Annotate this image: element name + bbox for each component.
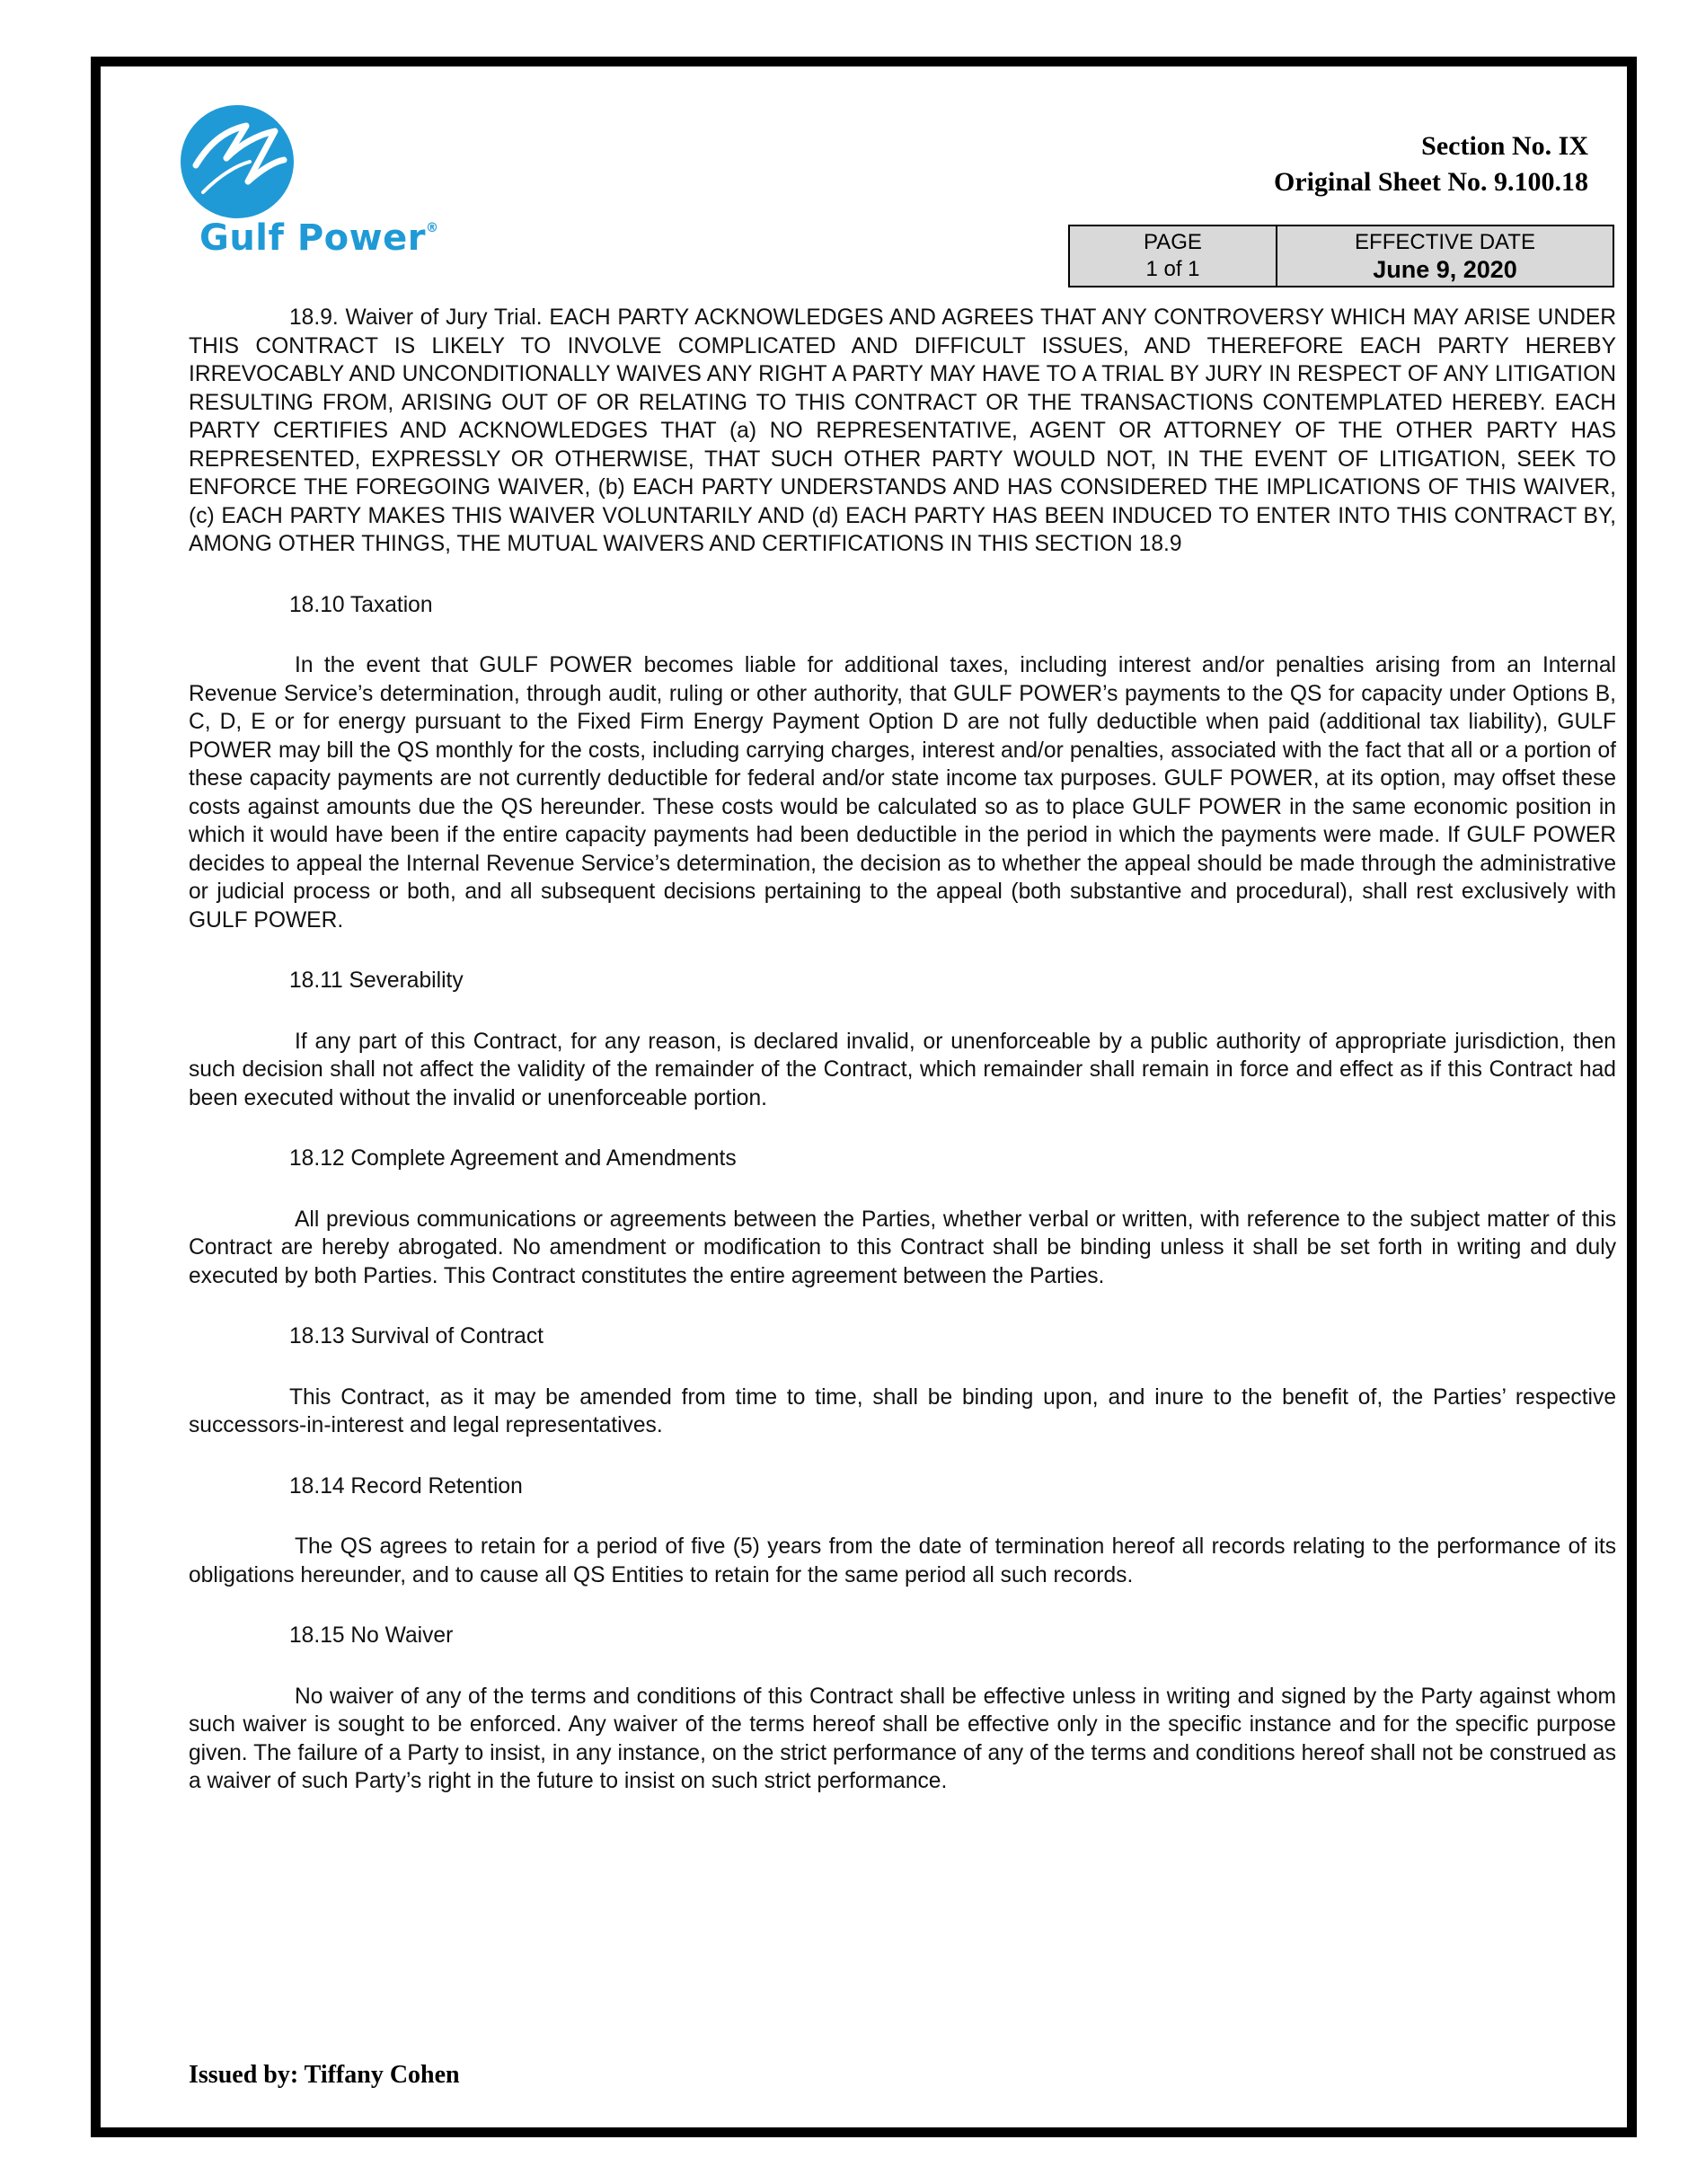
issued-by: Issued by: Tiffany Cohen [189, 2061, 460, 2089]
page-value: 1 of 1 [1145, 257, 1200, 281]
section-body-18-11: If any part of this Contract, for any reason, is declared invalid, or unenforceable by a public authority of appropriate jurisdiction, then such decision shall not affect the validity of the remainder of the Contract, which remainder shall remain in force and effect as if this Contract had been executed without the invalid or unenforceable portion. [189, 1029, 1616, 1110]
effective-date-cell [1277, 225, 1613, 287]
effective-date-label: EFFECTIVE DATE [1355, 230, 1535, 254]
page-cell [1069, 225, 1277, 287]
section-heading-18-13: 18.13 Survival of Contract [289, 1324, 544, 1348]
page-effective-table [1068, 225, 1614, 287]
section-body-18-10: In the event that GULF POWER becomes liable for additional taxes, including interest and/or penalties arising from an Internal Revenue Service’s determination, through audit, ruling or other authority, that GULF POWER’s payments to the QS for capacity under Options B, C, D, E or for energy pursuant to the Fixed Firm Energy Payment Option D are not fully deductible when paid (additional tax liability), GULF POWER may bill the QS monthly for the costs, including carrying charges, interest and/or penalties, associated with the fact that all or a portion of these capacity payments are not currently deductible for federal and/or state income tax purposes. GULF POWER, at its option, may offset these costs against amounts due the QS hereunder. These costs would be calculated so as to place GULF POWER in the same economic position in which it would have been if the entire capacity payments had been deductible in the period in which the payments were made. If GULF POWER decides to appeal the Internal Revenue Service’s determination, the decision as to whether the appeal should be made through the administrative or judicial process or both, and all subsequent decisions pertaining to the appeal (both substantive and procedural), shall rest exclusively with GULF POWER. [189, 653, 1616, 933]
document-body [189, 304, 1616, 1828]
section-heading-18-14: 18.14 Record Retention [289, 1473, 523, 1499]
section-body-18-13: This Contract, as it may be amended from time to time, shall be binding upon, and inure to the benefit of, the Parties’ respective successors-in-interest and legal representatives. [189, 1384, 1616, 1437]
page-frame [91, 57, 1637, 2137]
section-heading-18-11: 18.11 Severability [289, 968, 464, 993]
section-heading-18-10: 18.10 Taxation [289, 592, 433, 617]
section-body-18-12: All previous communications or agreements between the Parties, whether verbal or written, with reference to the subject matter of this Contract are hereby abrogated. No amendment or modification to this Contract shall be binding unless it shall be set forth in writing and duly executed by both Parties. This Contract constitutes the entire agreement between the Parties. [189, 1207, 1616, 1288]
section-heading-18-15: 18.15 No Waiver [289, 1623, 454, 1648]
effective-date-value: June 9, 2020 [1373, 256, 1517, 283]
section-body-18-15: No waiver of any of the terms and conditions of this Contract shall be effective unless in writing and signed by the Party against whom such waiver is sought to be enforced. Any waiver of the terms hereof shall be effective only in the specific instance and for the specific purpose given. The failure of a Party to insist, in any instance, on the strict performance of any of the terms and conditions hereof shall not be construed as a waiver of such Party’s right in the future to insist on such strict performance. [189, 1684, 1616, 1793]
page-label: PAGE [1144, 230, 1202, 254]
section-heading-18-12: 18.12 Complete Agreement and Amendments [289, 1146, 737, 1171]
brand-name: Gulf Power® [199, 217, 439, 259]
sheet-number: Original Sheet No. 9.100.18 [1274, 167, 1588, 197]
section-18-9: 18.9. Waiver of Jury Trial. EACH PARTY ACKNOWLEDGES AND AGREES THAT ANY CONTROVERSY WHICH MAY ARISE UNDER THIS CONTRACT IS LIKELY TO INVOLVE COMPLICATED AND DIFFICULT ISSUES, AND THEREFORE EACH PARTY HEREBY IRREVOCABLY AND UNCONDITIONALLY WAIVES ANY RIGHT A PARTY MAY HAVE TO A TRIAL BY JURY IN RESPECT OF ANY LITIGATION RESULTING FROM, ARISING OUT OF OR RELATING TO THIS CONTRACT OR THE TRANSACTIONS CONTEMPLATED HEREBY. EACH PARTY CERTIFIES AND ACKNOWLEDGES THAT (a) NO REPRESENTATIVE, AGENT OR ATTORNEY OF THE OTHER PARTY HAS REPRESENTED, EXPRESSLY OR OTHERWISE, THAT SUCH OTHER PARTY WOULD NOT, IN THE EVENT OF LITIGATION, SEEK TO ENFORCE THE FOREGOING WAIVER, (b) EACH PARTY UNDERSTANDS AND HAS CONSIDERED THE IMPLICATIONS OF THIS WAIVER, (c) EACH PARTY MAKES THIS WAIVER VOLUNTARILY AND (d) EACH PARTY HAS BEEN INDUCED TO ENTER INTO THIS CONTRACT BY, AMONG OTHER THINGS, THE MUTUAL WAIVERS AND CERTIFICATIONS IN THIS SECTION 18.9 [189, 305, 1616, 556]
section-body-18-14: The QS agrees to retain for a period of five (5) years from the date of termination hereof all records relating to the performance of its obligations hereunder, and to cause all QS Entities to retain for the same period all such records. [189, 1534, 1616, 1587]
sheet-header [1274, 128, 1588, 200]
section-number: Section No. IX [1421, 131, 1588, 161]
